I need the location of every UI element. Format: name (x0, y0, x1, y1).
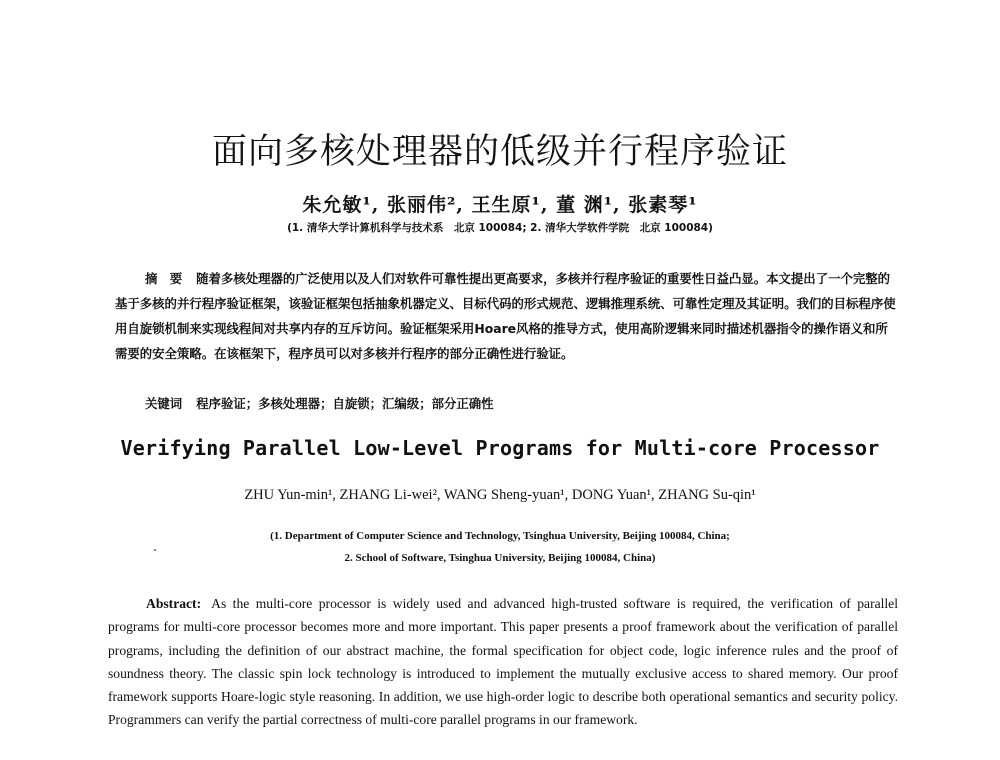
english-affiliation-line-2: 2. School of Software, Tsinghua University, Beijing 100084, China) (344, 552, 656, 564)
english-abstract-text: As the multi-core processor is widely used and advanced high-trusted software is required, the verification of parallel programs for multi-core processor becomes more and more important. This paper presents a proof framework about the verification of parallel programs, including the definition of our abstract machine, the formal specification for object code, logic inference rules and the proof of soundness theory. The classic spin lock technology is introduced to implement the mutually exclusive access to shared memory. Our proof framework supports Hoare-logic style reasoning. In addition, we use high-order logic to describe both operational semantics and security policy. Programmers can verify the partial correctness of multi-core parallel programs in our framework. (108, 596, 898, 728)
english-abstract (108, 592, 898, 732)
scan-speck (154, 549, 156, 551)
chinese-abstract-text: 随着多核处理器的广泛使用以及人们对软件可靠性提出更高要求，多核并行程序验证的重要性日益凸显。本文提出了一个完整的基于多核的并行程序验证框架，该验证框架包括抽象机器定义、目标代码的形式规范、逻辑推理系统、可靠性定理及其证明。我们的目标程序使用自旋锁机制来实现线程间对共享内存的互斥访问。验证框架采用Hoare风格的推导方式，使用高阶逻辑来同时描述机器指令的操作语义和所需要的安全策略。在该框架下，程序员可以对多核并行程序的部分正确性进行验证。 (115, 271, 896, 361)
english-affiliation-line-1: (1. Department of Computer Science and Technology, Tsinghua University, Beijing 100084, China; (270, 530, 730, 542)
chinese-abstract-label: 摘 要 (145, 271, 183, 286)
english-authors: ZHU Yun-min¹, ZHANG Li-wei², WANG Sheng-yuan¹, DONG Yuan¹, ZHANG Su-qin¹ (244, 487, 756, 503)
chinese-keywords-text: 程序验证；多核处理器；自旋锁；汇编级；部分正确性 (196, 396, 494, 411)
chinese-keywords-label: 关键词 (145, 396, 183, 411)
chinese-title: 面向多核处理器的低级并行程序验证 (211, 132, 788, 172)
chinese-keywords (145, 391, 494, 416)
english-affiliation (0, 525, 1000, 569)
english-title: Verifying Parallel Low-Level Programs for Multi-core Processor (120, 436, 880, 460)
chinese-affiliation: (1. 清华大学计算机科学与技术系 北京 100084; 2. 清华大学软件学院 北京 100084) (287, 222, 713, 234)
chinese-abstract (115, 266, 900, 366)
chinese-authors: 朱允敏¹, 张丽伟², 王生原¹, 董 渊¹, 张素琴¹ (302, 194, 698, 216)
english-abstract-label: Abstract: (146, 596, 202, 611)
